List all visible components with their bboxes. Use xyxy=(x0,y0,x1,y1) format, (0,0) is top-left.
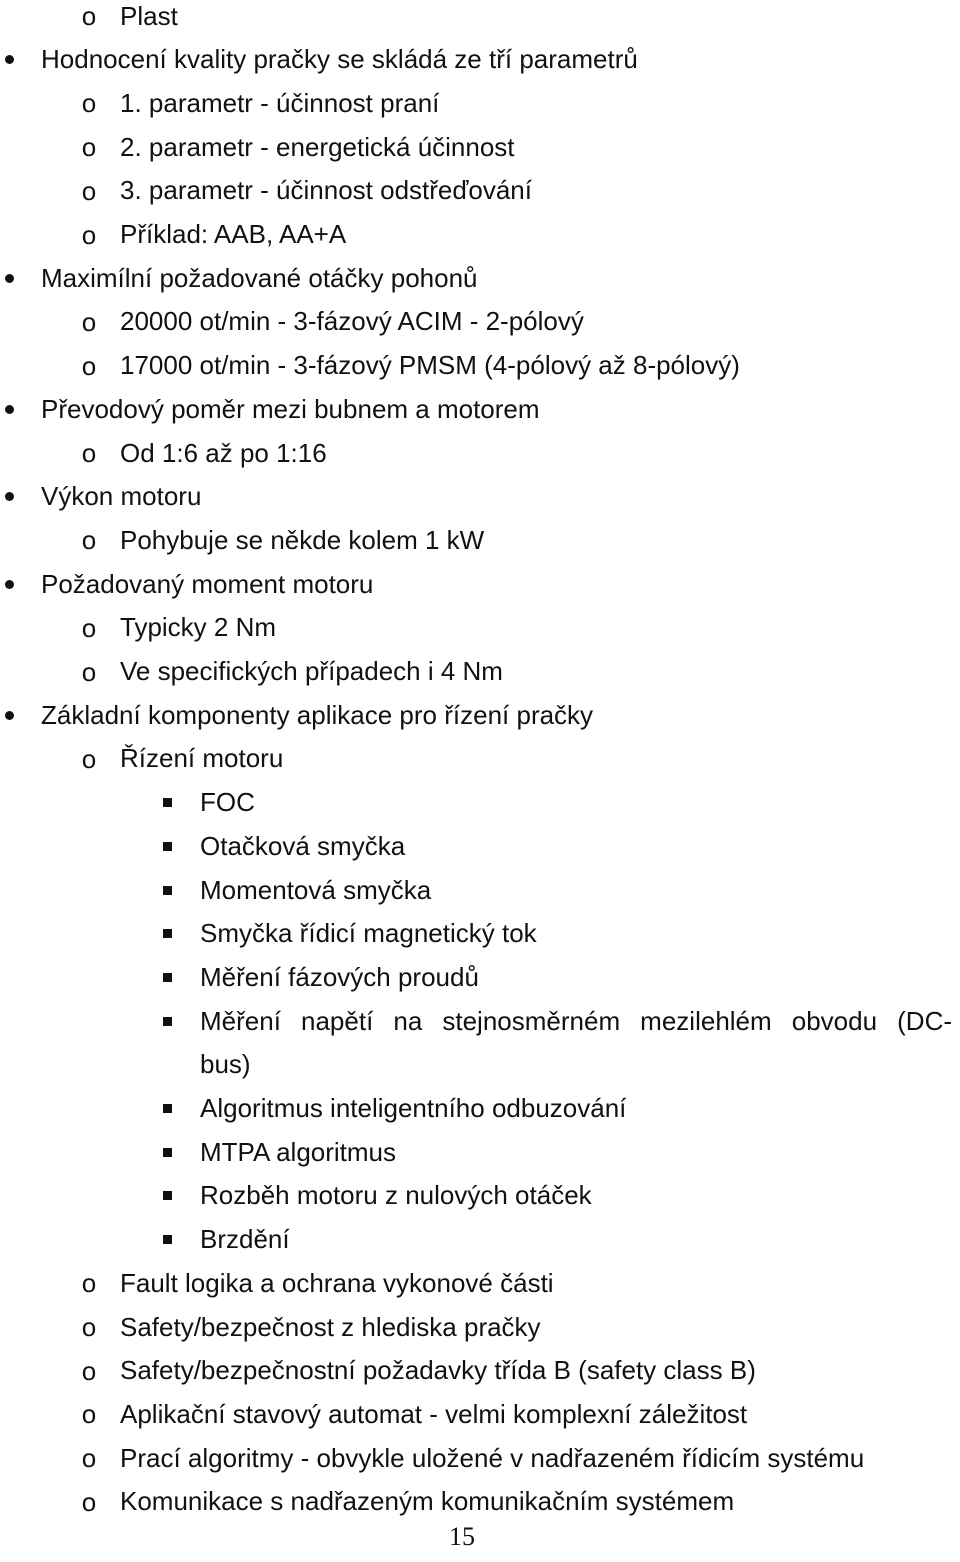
list-item-text: Požadovaný moment motoru xyxy=(41,568,374,599)
list-item xyxy=(0,1218,960,1262)
circle-bullet-icon: o xyxy=(81,525,97,556)
circle-bullet-icon: o xyxy=(81,438,97,468)
bullet-dot-icon xyxy=(2,38,16,82)
circle-bullet-icon: o xyxy=(81,1268,97,1299)
list-item xyxy=(0,0,960,38)
list-item-text: Rozběh motoru z nulových otáček xyxy=(200,1180,592,1211)
square-bullet-icon xyxy=(160,1087,174,1131)
list-item xyxy=(0,1436,960,1480)
list-item xyxy=(0,475,960,519)
circle-bullet-icon: o xyxy=(81,1399,97,1430)
list-item xyxy=(0,344,960,388)
page-number: 15 xyxy=(449,1522,475,1551)
list-item-text: Smyčka řídicí magnetický tok xyxy=(200,918,537,949)
list-item xyxy=(0,81,960,125)
bullet-dot-icon xyxy=(2,475,16,519)
list-item xyxy=(0,650,960,694)
list-item-text: Komunikace s nadřazeným komunikačním systémem xyxy=(120,1486,735,1517)
list-item-text: Od 1:6 až po 1:16 xyxy=(120,437,327,468)
bullet-dot-icon xyxy=(2,562,16,606)
circle-bullet-icon: o xyxy=(81,306,97,337)
list-item-text: Aplikační stavový automat - velmi komplexní záležitost xyxy=(120,1398,748,1429)
list-item xyxy=(0,1480,960,1524)
list-item-text: Převodový poměr mezi bubnem a motorem xyxy=(41,393,540,424)
list-item-text: Maximílní požadované otáčky pohonů xyxy=(41,262,478,293)
list-item xyxy=(0,693,960,737)
list-item xyxy=(0,562,960,606)
square-bullet-icon xyxy=(160,999,174,1043)
list-item xyxy=(0,300,960,344)
square-bullet-icon xyxy=(160,1130,174,1174)
list-item xyxy=(0,912,960,956)
list-item-text: Safety/bezpečnost z hlediska pračky xyxy=(120,1311,541,1342)
list-item-text: Otačková smyčka xyxy=(200,830,406,861)
circle-bullet-icon: o xyxy=(81,743,97,774)
list-item-text: Základní komponenty aplikace pro řízení pračky xyxy=(41,699,594,730)
list-item-text: Fault logika a ochrana vykonové části xyxy=(120,1267,554,1298)
bullet-dot-icon xyxy=(2,693,16,737)
list-item-text: Ve specifických případech i 4 Nm xyxy=(120,656,503,686)
list-item-text: 1. parametr - účinnost praní xyxy=(120,87,440,118)
circle-bullet-icon: o xyxy=(81,219,97,250)
circle-bullet-icon: o xyxy=(81,612,97,643)
list-item-text: FOC xyxy=(200,787,255,818)
square-bullet-icon xyxy=(160,1218,174,1262)
circle-bullet-icon: o xyxy=(81,1312,97,1342)
bullet-dot-icon xyxy=(2,387,16,431)
list-item-text: Momentová smyčka xyxy=(200,874,432,905)
square-bullet-icon xyxy=(160,868,174,912)
list-item xyxy=(0,169,960,213)
circle-bullet-icon: o xyxy=(81,1443,97,1474)
list-item xyxy=(0,431,960,475)
list-item-text: 17000 ot/min - 3-fázový PMSM (4-pólový až 8-pólový) xyxy=(120,350,740,381)
list-item xyxy=(0,999,960,1043)
list-item xyxy=(0,868,960,912)
list-item xyxy=(0,518,960,562)
list-item xyxy=(0,1087,960,1131)
square-bullet-icon xyxy=(160,912,174,956)
list-item xyxy=(0,737,960,781)
list-item xyxy=(0,1130,960,1174)
square-bullet-icon xyxy=(160,955,174,999)
list-item-text: Algoritmus inteligentního odbuzování xyxy=(200,1093,627,1123)
square-bullet-icon xyxy=(160,781,174,825)
list-item xyxy=(0,955,960,999)
list-item-text: Hodnocení kvality pračky se skládá ze tří parametrů xyxy=(41,44,638,75)
list-item-text: 3. parametr - účinnost odstřeďování xyxy=(120,175,532,206)
list-item xyxy=(0,606,960,650)
list-item xyxy=(0,213,960,257)
list-item-text: Prací algoritmy - obvykle uložené v nadřazeném řídicím systému xyxy=(120,1442,865,1473)
list-item xyxy=(0,38,960,82)
circle-bullet-icon: o xyxy=(81,1,97,31)
list-item xyxy=(0,1261,960,1305)
circle-bullet-icon: o xyxy=(81,1355,97,1386)
circle-bullet-icon: o xyxy=(81,132,97,163)
list-item-text: MTPA algoritmus xyxy=(200,1136,397,1167)
circle-bullet-icon: o xyxy=(81,656,97,687)
list-item-text: Safety/bezpečnostní požadavky třída B (safety class B) xyxy=(120,1355,756,1386)
list-item-text: Měření fázových proudů xyxy=(200,961,479,992)
list-item xyxy=(0,125,960,169)
list-item xyxy=(0,1174,960,1218)
square-bullet-icon xyxy=(160,824,174,868)
circle-bullet-icon: o xyxy=(81,88,97,119)
circle-bullet-icon: o xyxy=(81,175,97,206)
list-item-text: Typicky 2 Nm xyxy=(120,612,277,643)
list-item-text: Příklad: AAB, AA+A xyxy=(120,219,347,249)
list-item xyxy=(0,824,960,868)
list-item-text: 2. parametr - energetická účinnost xyxy=(120,131,515,162)
bullet-dot-icon xyxy=(2,256,16,300)
list-item xyxy=(0,387,960,431)
list-item-text: Pohybuje se někde kolem 1 kW xyxy=(120,524,485,555)
list-item-text: Výkon motoru xyxy=(41,481,202,512)
list-item-text: 20000 ot/min - 3-fázový ACIM - 2-pólový xyxy=(120,306,584,337)
list-item-text: bus) xyxy=(200,1049,251,1080)
list-item xyxy=(0,1043,960,1087)
circle-bullet-icon: o xyxy=(81,1486,97,1517)
list-item-text: Brzdění xyxy=(200,1224,290,1255)
list-item-text: Plast xyxy=(120,0,178,31)
list-item xyxy=(0,1305,960,1349)
list-item xyxy=(0,781,960,825)
list-item xyxy=(0,256,960,300)
list-item xyxy=(0,1349,960,1393)
list-item-text: Řízení motoru xyxy=(120,743,284,774)
list-item-text: Měření napětí na stejnosměrném mezilehlém obvodu (DC- xyxy=(200,1005,952,1036)
square-bullet-icon xyxy=(160,1174,174,1218)
list-item xyxy=(0,1392,960,1436)
circle-bullet-icon: o xyxy=(81,350,97,381)
